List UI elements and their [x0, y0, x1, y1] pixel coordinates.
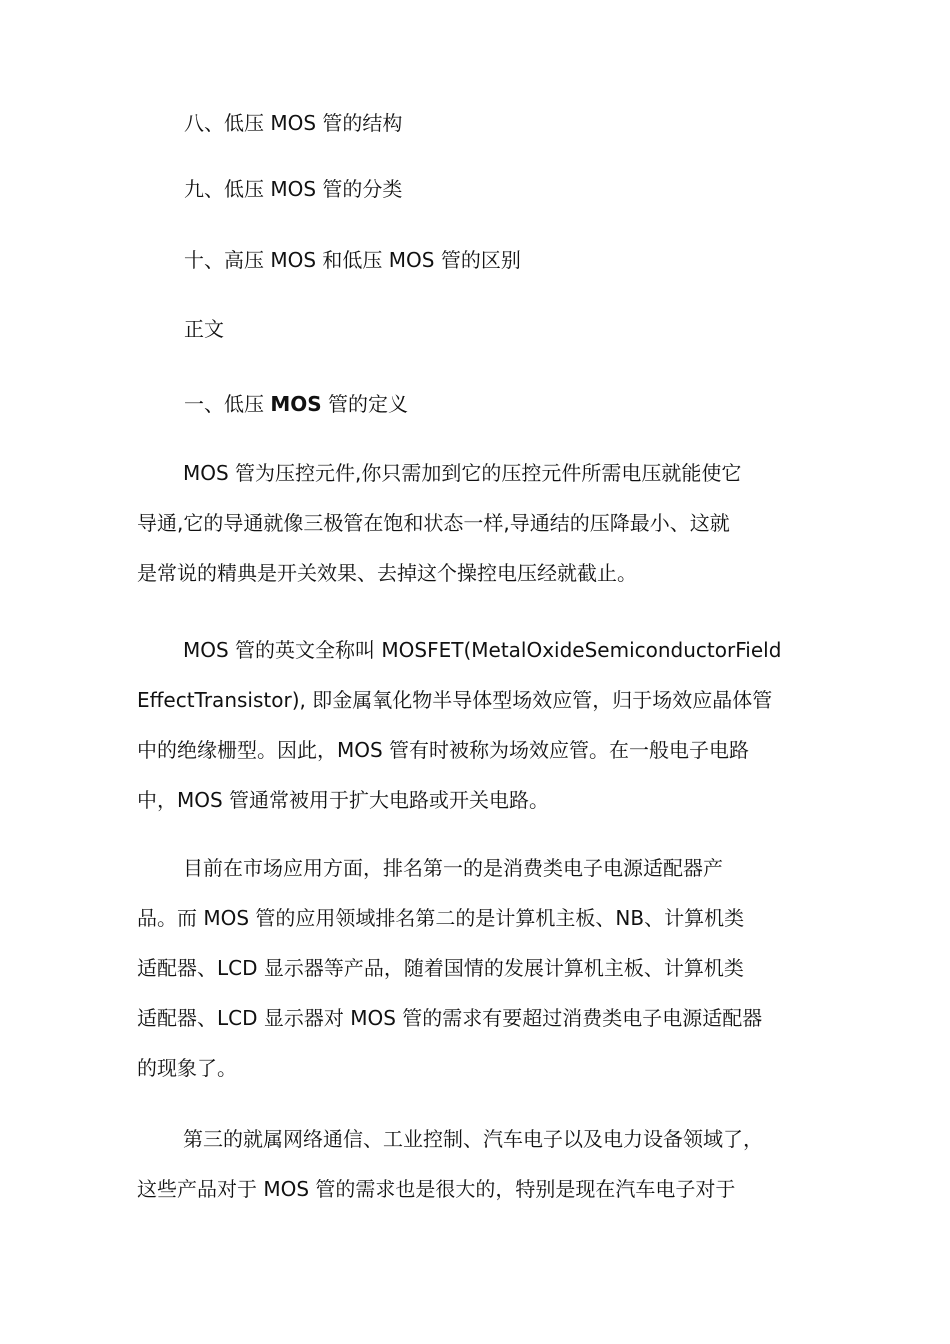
- paragraph-line: 是常说的精典是开关效果、去掉这个操控电压经就截止。: [137, 561, 637, 585]
- paragraph-line: 适配器、LCD 显示器对 MOS 管的需求有要超过消费类电子电源适配器: [137, 1006, 763, 1030]
- paragraph-line: 适配器、LCD 显示器等产品，随着国情的发展计算机主板、计算机类: [137, 956, 744, 980]
- paragraph-line: MOS 管为压控元件,你只需加到它的压控元件所需电压就能使它: [183, 461, 742, 485]
- paragraph-line: 导通,它的导通就像三极管在饱和状态一样,导通结的压降最小、这就: [137, 511, 730, 535]
- paragraph-line: MOS 管的英文全称叫 MOSFET(MetalOxideSemiconductorField: [183, 638, 782, 662]
- section-heading-prefix: 一、低压: [184, 392, 271, 416]
- toc-item-10: 十、高压 MOS 和低压 MOS 管的区别: [184, 248, 521, 272]
- toc-item-8: 八、低压 MOS 管的结构: [184, 111, 403, 135]
- section-heading: [184, 391, 408, 417]
- body-heading: 正文: [184, 317, 224, 341]
- paragraph-line: 目前在市场应用方面，排名第一的是消费类电子电源适配器产: [183, 856, 723, 880]
- paragraph-4: [137, 1114, 837, 1214]
- paragraph-1: [137, 448, 837, 598]
- paragraph-3: [137, 843, 837, 1093]
- paragraph-line: EffectTransistor), 即金属氧化物半导体型场效应管，归于场效应晶体管: [137, 688, 773, 712]
- paragraph-line: 的现象了。: [137, 1056, 237, 1080]
- section-heading-suffix: 管的定义: [321, 392, 409, 416]
- toc-item-9: 九、低压 MOS 管的分类: [184, 177, 403, 201]
- paragraph-line: 中的绝缘栅型。因此，MOS 管有时被称为场效应管。在一般电子电路: [137, 738, 750, 762]
- paragraph-line: 第三的就属网络通信、工业控制、汽车电子以及电力设备领域了，: [183, 1127, 763, 1151]
- paragraph-line: 这些产品对于 MOS 管的需求也是很大的，特别是现在汽车电子对于: [137, 1177, 736, 1201]
- section-heading-bold: MOS: [270, 392, 322, 416]
- paragraph-2: [137, 625, 837, 825]
- paragraph-line: 品。而 MOS 管的应用领域排名第二的是计算机主板、NB、计算机类: [137, 906, 745, 930]
- paragraph-line: 中，MOS 管通常被用于扩大电路或开关电路。: [137, 788, 550, 812]
